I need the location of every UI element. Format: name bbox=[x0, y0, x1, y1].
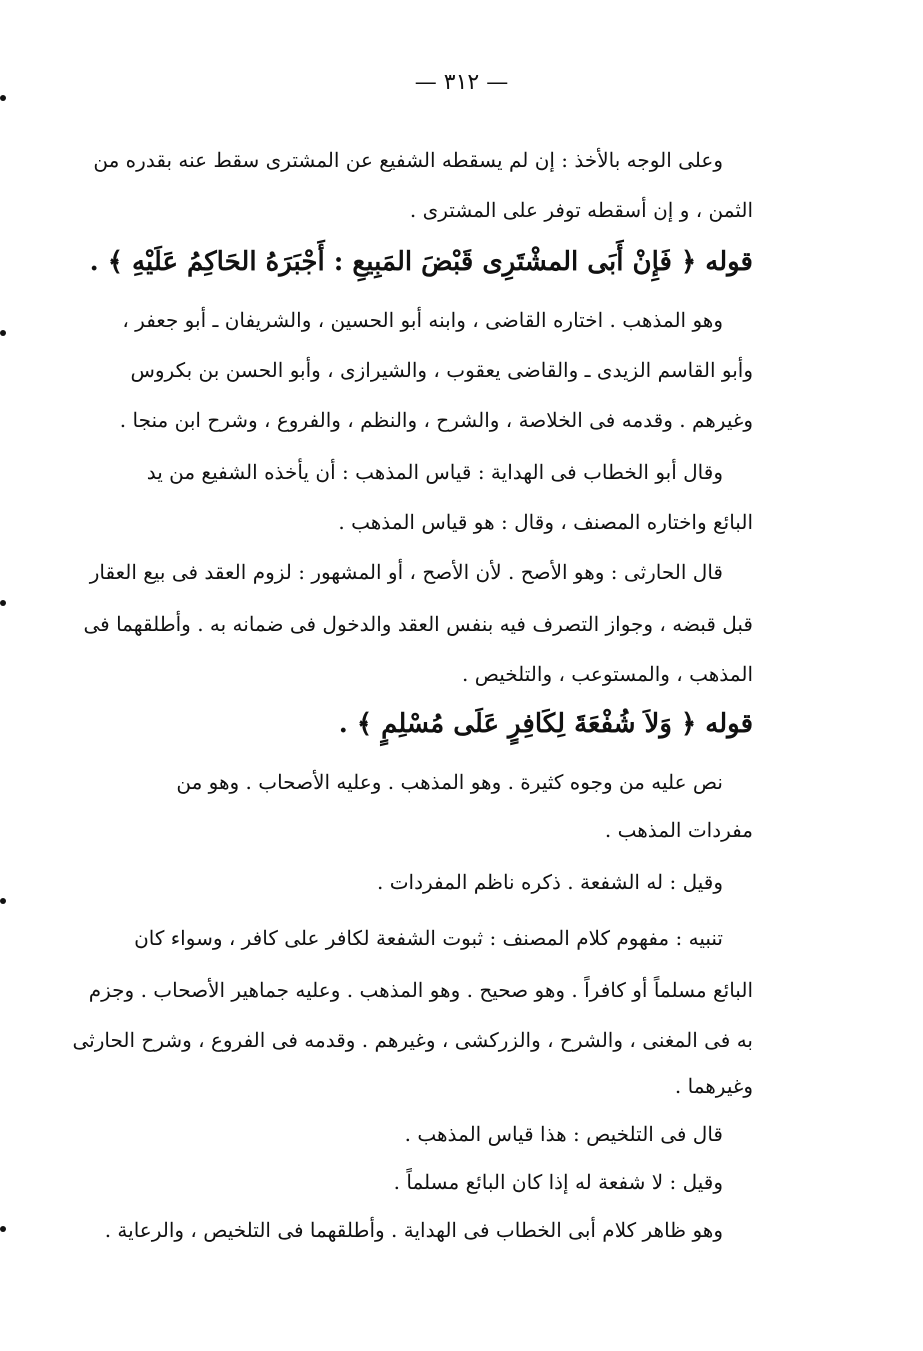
heading-line-1: قوله ﴿ فَإِنْ أَبَى المشْتَرِى قَبْضَ المَبِيعِ : أَجْبَرَهُ الحَاكِمُ عَلَيْهِ ﴾ . bbox=[89, 247, 753, 277]
margin-mark bbox=[0, 95, 6, 101]
margin-mark bbox=[0, 330, 6, 336]
margin-mark bbox=[0, 1226, 6, 1232]
text-line-2: الثمن ، و إن أسقطه توفر على المشترى . bbox=[409, 198, 753, 222]
margin-mark bbox=[0, 898, 6, 904]
text-line-10: المذهب ، والمستوعب ، والتلخيص . bbox=[461, 662, 753, 686]
text-line-18: قال فى التلخيص : هذا قياس المذهب . bbox=[404, 1122, 723, 1146]
text-line-11: نص عليه من وجوه كثيرة . وهو المذهب . وعليه الأصحاب . وهو من bbox=[176, 770, 723, 794]
text-line-20: وهو ظاهر كلام أبى الخطاب فى الهداية . وأطلقهما فى التلخيص ، والرعاية . bbox=[104, 1218, 723, 1242]
text-line-14: تنبيه : مفهوم كلام المصنف : ثبوت الشفعة لكافر على كافر ، وسواء كان bbox=[134, 926, 723, 950]
text-line-16: به فى المغنى ، والشرح ، والزركشى ، وغيرهم . وقدمه فى الفروع ، وشرح الحارثى bbox=[72, 1028, 753, 1052]
text-line-9: قبل قبضه ، وجواز التصرف فيه بنفس العقد والدخول فى ضمانه به . وأطلقهما فى bbox=[83, 612, 753, 636]
text-line-1: وعلى الوجه بالأخذ : إن لم يسقطه الشفيع عن المشترى سقط عنه بقدره من bbox=[93, 148, 723, 172]
text-line-17: وغيرهما . bbox=[674, 1074, 753, 1098]
margin-mark bbox=[0, 600, 6, 606]
text-line-5: وغيرهم . وقدمه فى الخلاصة ، والشرح ، والنظم ، والفروع ، وشرح ابن منجا . bbox=[119, 408, 753, 432]
text-line-12: مفردات المذهب . bbox=[604, 818, 753, 842]
text-line-13: وقيل : له الشفعة . ذكره ناظم المفردات . bbox=[377, 870, 723, 894]
text-line-6: وقال أبو الخطاب فى الهداية : قياس المذهب : أن يأخذه الشفيع من يد bbox=[146, 460, 723, 484]
text-line-15: البائع مسلماً أو كافراً . وهو صحيح . وهو المذهب . وعليه جماهير الأصحاب . وجزم bbox=[88, 978, 753, 1002]
text-line-4: وأبو القاسم الزيدى ـ والقاضى يعقوب ، والشيرازى ، وأبو الحسن بن بكروس bbox=[130, 358, 753, 382]
text-line-8: قال الحارثى : وهو الأصح . لأن الأصح ، أو المشهور : لزوم العقد فى بيع العقار bbox=[89, 560, 723, 584]
heading-line-2: قوله ﴿ وَلاَ شُفْعَةَ لِكَافِرٍ عَلَى مُسْلِمٍ ﴾ . bbox=[338, 709, 753, 739]
text-line-3: وهو المذهب . اختاره القاضى ، وابنه أبو الحسين ، والشريفان ـ أبو جعفر ، bbox=[122, 308, 723, 332]
page-number: — ٣١٢ — bbox=[414, 70, 509, 95]
text-line-19: وقيل : لا شفعة له إذا كان البائع مسلماً . bbox=[393, 1170, 723, 1194]
text-line-7: البائع واختاره المصنف ، وقال : هو قياس المذهب . bbox=[338, 510, 753, 534]
